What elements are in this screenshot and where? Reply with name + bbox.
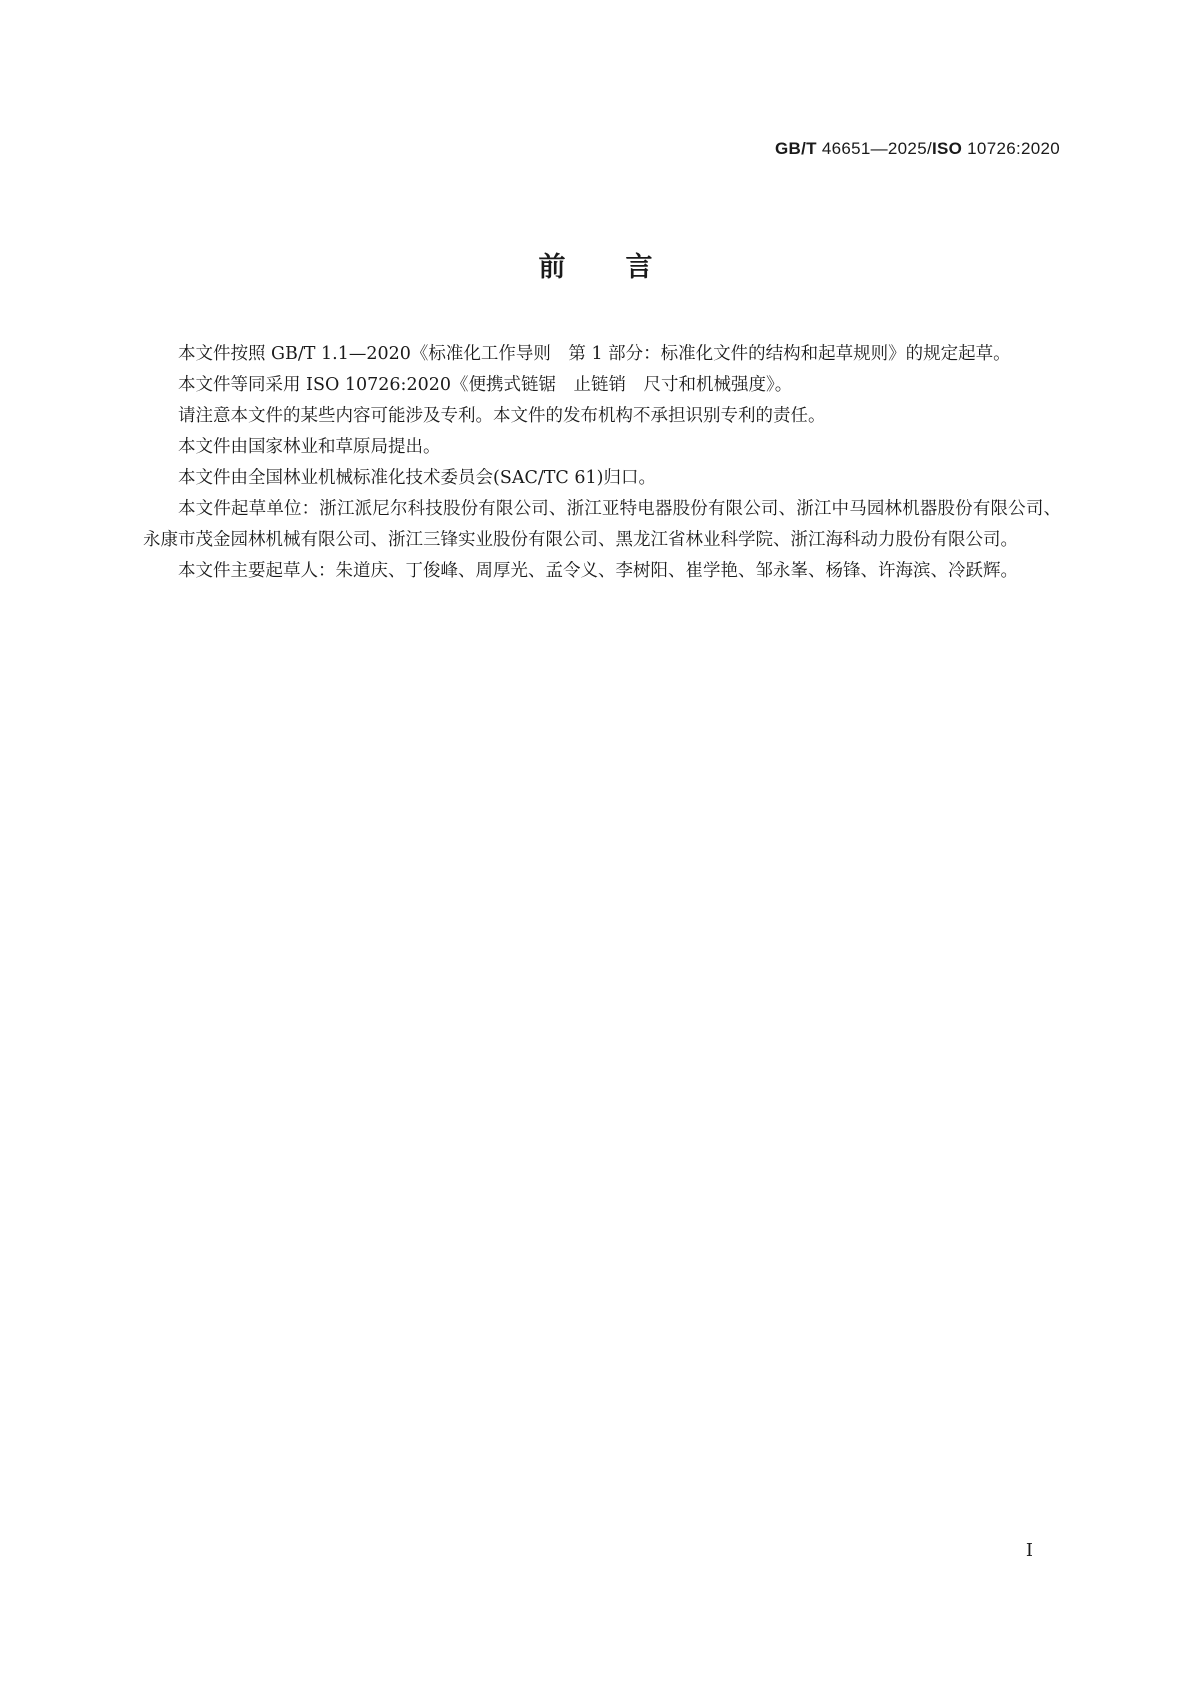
foreword-body bbox=[143, 339, 1061, 587]
standard-number: 46651—2025/ bbox=[816, 139, 932, 158]
paragraph: 本文件起草单位：浙江派尼尔科技股份有限公司、浙江亚特电器股份有限公司、浙江中马园林机器股份有限公司、永康市茂金园林机械有限公司、浙江三锋实业股份有限公司、黑龙江省林业科学院、浙江海科动力股份有限公司。 bbox=[143, 499, 1061, 550]
paragraph: 请注意本文件的某些内容可能涉及专利。本文件的发布机构不承担识别专利的责任。 bbox=[178, 406, 826, 426]
standard-number-header bbox=[775, 139, 1060, 159]
paragraph: 本文件按照 GB/T 1.1—2020《标准化工作导则 第 1 部分：标准化文件的结构和起草规则》的规定起草。 bbox=[178, 344, 1011, 364]
paragraph: 本文件主要起草人：朱道庆、丁俊峰、周厚光、孟令义、李树阳、崔学艳、邹永峯、杨锋、许海滨、冷跃辉。 bbox=[178, 561, 1018, 581]
iso-number: 10726:2020 bbox=[962, 139, 1060, 158]
page-number: I bbox=[1025, 1540, 1033, 1561]
paragraph: 本文件等同采用 ISO 10726:2020《便携式链锯 止链销 尺寸和机械强度》。 bbox=[178, 375, 793, 395]
page-title: 前言 bbox=[538, 252, 713, 283]
paragraph: 本文件由全国林业机械标准化技术委员会(SAC/TC 61)归口。 bbox=[178, 468, 656, 488]
iso-prefix: ISO bbox=[931, 139, 963, 158]
paragraph: 本文件由国家林业和草原局提出。 bbox=[178, 437, 441, 457]
standard-prefix: GB/T bbox=[775, 139, 817, 158]
